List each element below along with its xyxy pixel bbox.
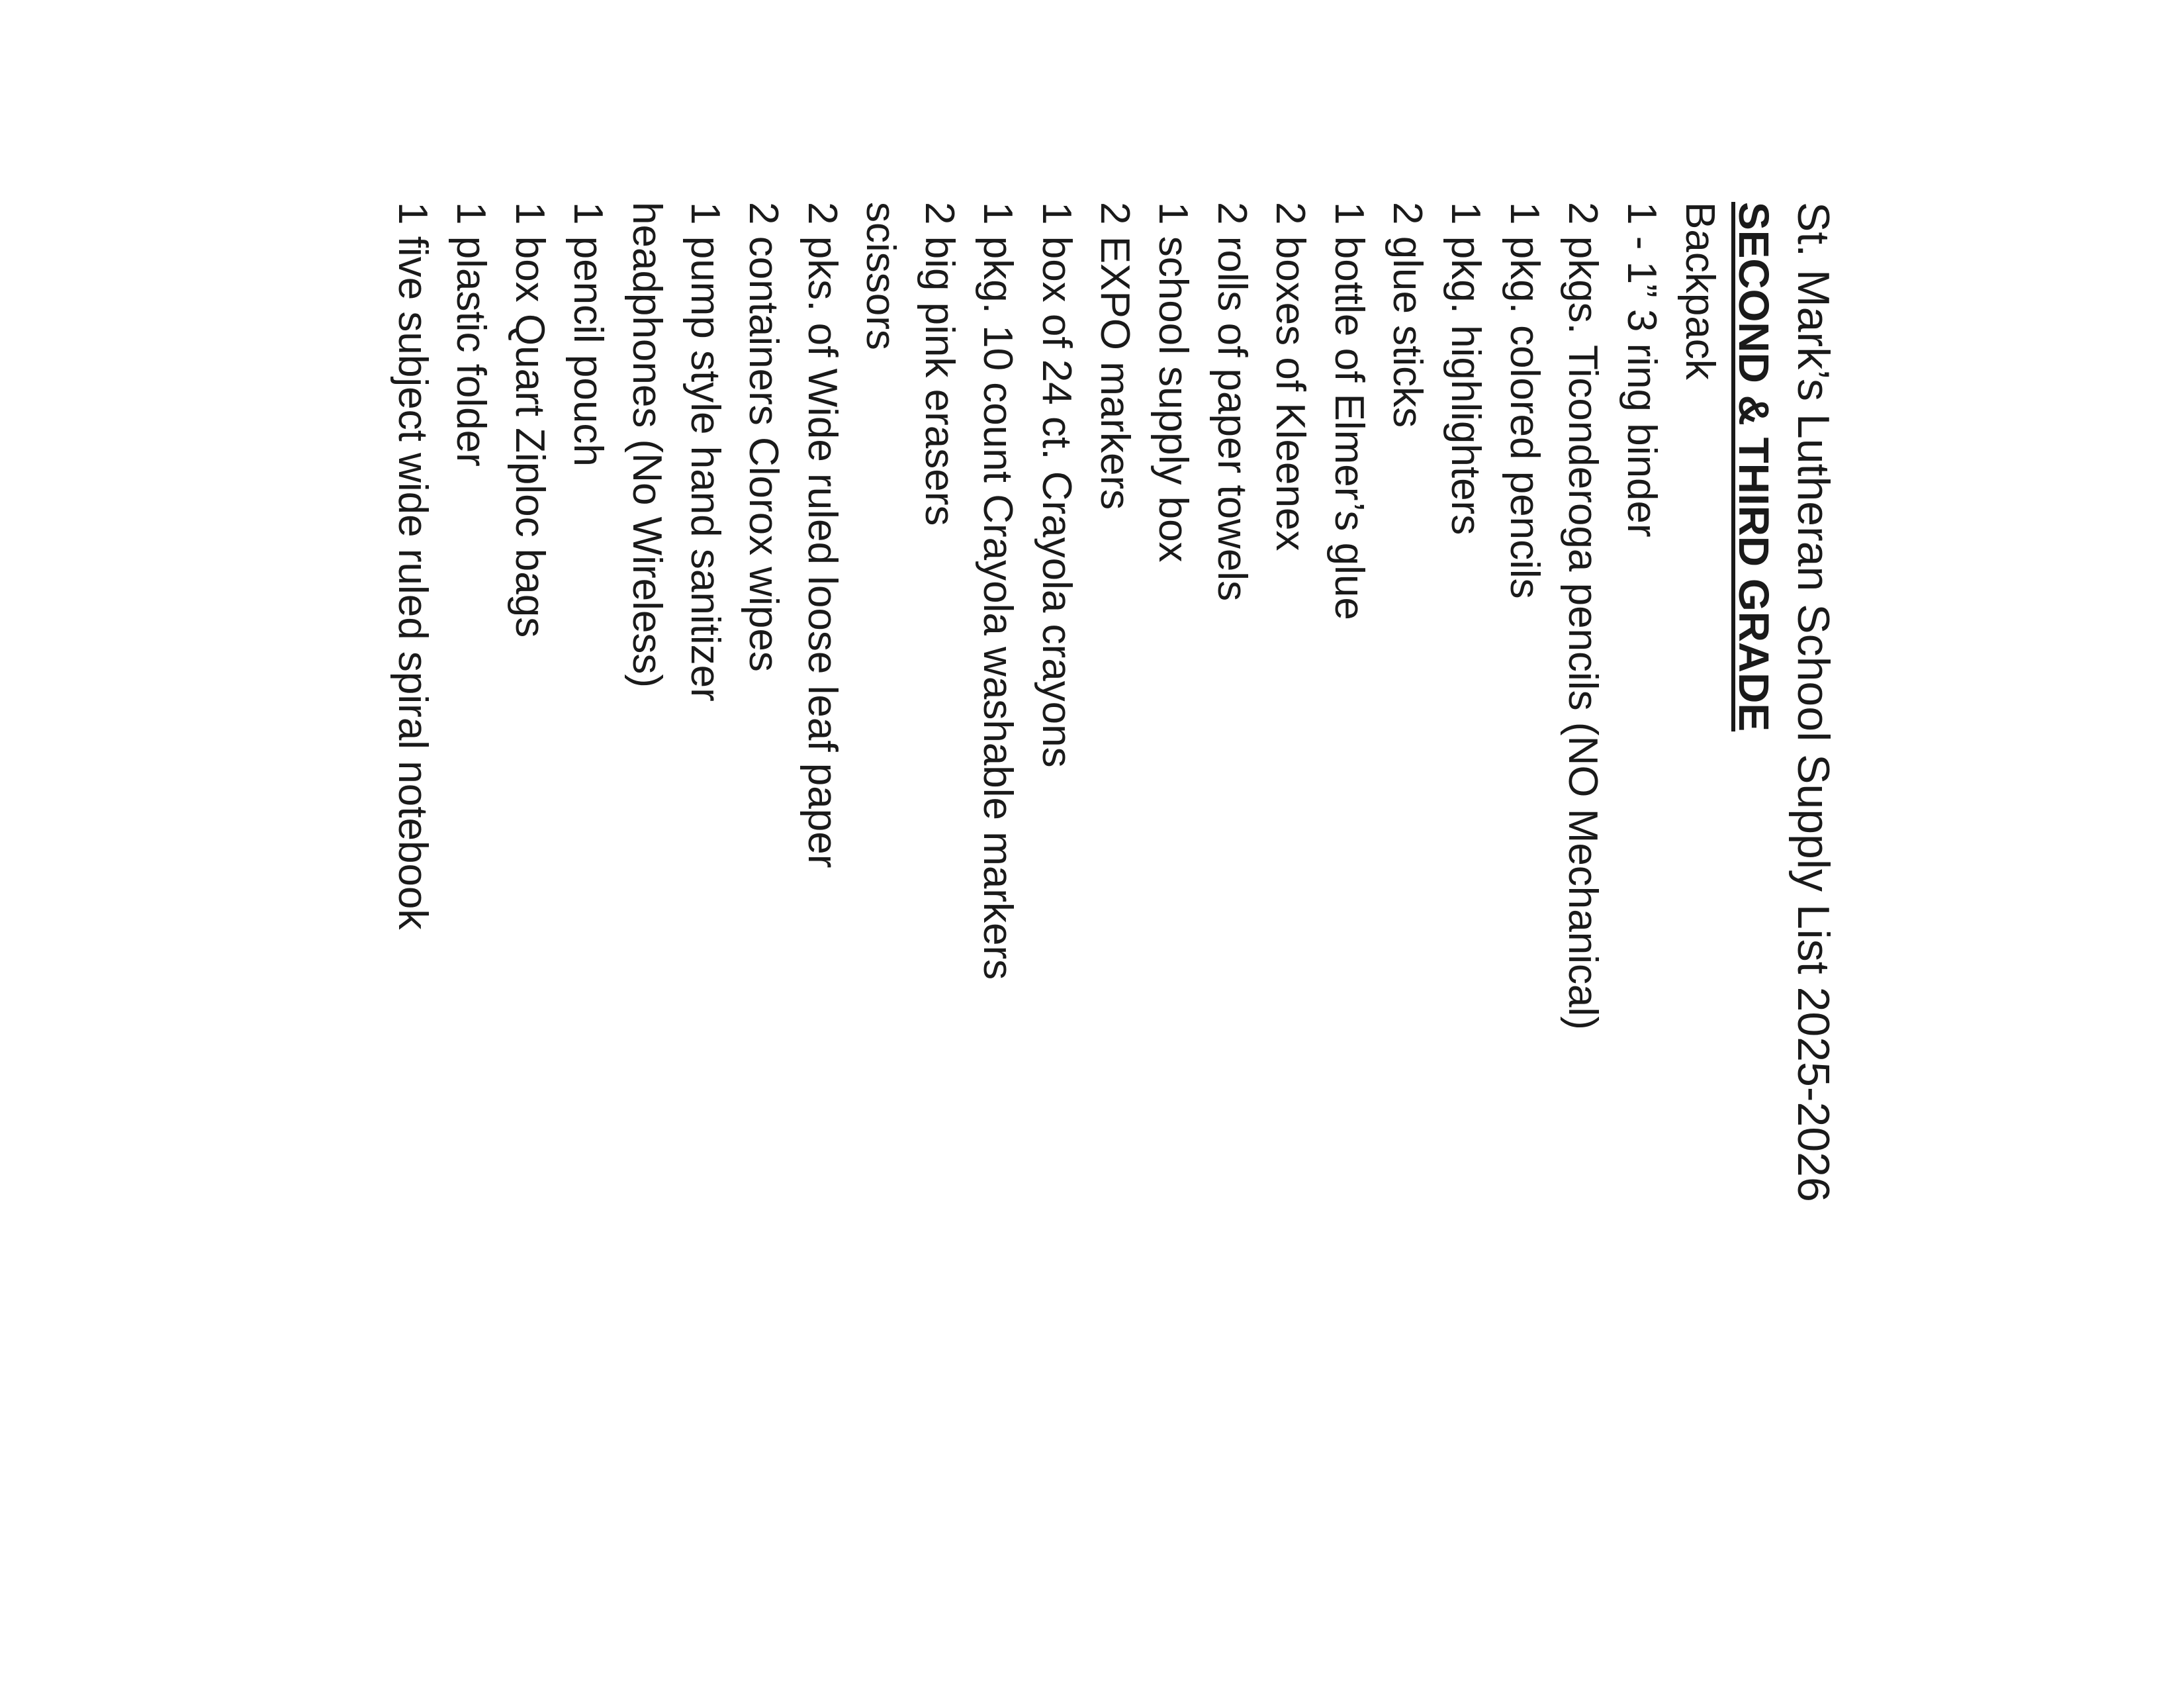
- supply-item: 1 pump style hand sanitizer: [682, 202, 729, 702]
- supply-item: Backpack: [1677, 202, 1723, 380]
- supply-item: scissors: [858, 202, 904, 350]
- supply-item: 2 boxes of Kleenex: [1267, 202, 1314, 551]
- supply-item: 1 pkg. 10 count Crayola washable markers: [975, 202, 1021, 980]
- supply-item: 2 big pink erasers: [916, 202, 962, 526]
- supply-item: 2 containers Clorox wipes: [741, 202, 787, 672]
- supply-item: 2 glue sticks: [1384, 202, 1430, 428]
- document-title: St. Mark’s Lutheran School Supply List 2025-2026: [1788, 202, 1839, 1202]
- supply-item: 1 school supply box: [1150, 202, 1197, 563]
- supply-item: 1 - 1” 3 ring binder: [1618, 202, 1664, 538]
- grade-heading: SECOND & THIRD GRADE: [1730, 202, 1778, 732]
- supply-item: 2 pks. of Wide ruled loose leaf paper: [799, 202, 845, 868]
- supply-item: 2 EXPO markers: [1091, 202, 1138, 510]
- supply-item: headphones (No Wireless): [623, 202, 670, 688]
- supply-list: [383, 202, 1729, 1327]
- supply-list-document: [383, 202, 1840, 1327]
- supply-item: 1 five subject wide ruled spiral notebook: [390, 202, 436, 930]
- supply-item: 1 pkg. highlighters: [1443, 202, 1489, 536]
- supply-item: 1 plastic folder: [448, 202, 494, 467]
- supply-item: 1 box of 24 ct. Crayola crayons: [1033, 202, 1079, 768]
- supply-item: 2 rolls of paper towels: [1208, 202, 1255, 602]
- supply-item: 1 box Quart Ziploc bags: [506, 202, 553, 638]
- supply-item: 2 pkgs. Ticonderoga pencils (NO Mechanical): [1560, 202, 1606, 1030]
- supply-item: 1 pkg. colored pencils: [1501, 202, 1547, 599]
- supply-item: 1 bottle of Elmer’s glue: [1326, 202, 1372, 620]
- supply-item: 1 pencil pouch: [565, 202, 612, 467]
